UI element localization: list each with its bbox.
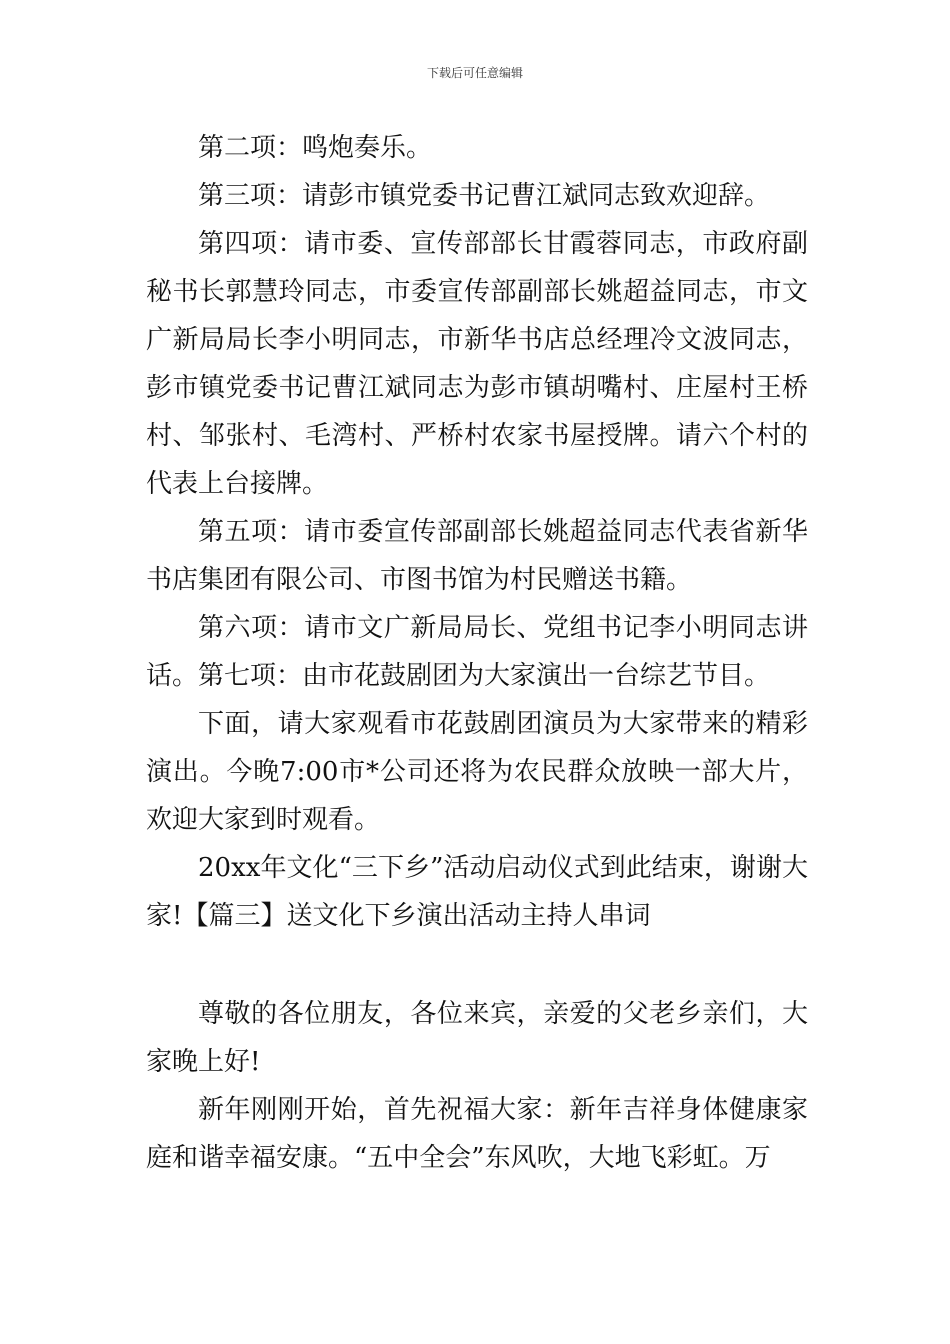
paragraph-item-3: 第三项：请彭市镇党委书记曹江斌同志致欢迎辞。 xyxy=(198,181,771,211)
paragraph-performance-notice: 下面，请大家观看市花鼓剧团演员为大家带来的精彩演出。今晚7:00市*公司还将为农民群众放映一部大片，欢迎大家到时观看。 xyxy=(146,709,808,835)
paragraph-item-4: 第四项：请市委、宣传部部长甘霞蓉同志，市政府副秘书长郭慧玲同志，市委宣传部副部长姚超益同志，市文广新局局长李小明同志，市新华书店总经理冷文波同志，彭市镇党委书记曹江斌同志为彭市镇胡嘴村、庄屋村王桥村、邹张村、毛湾村、严桥村农家书屋授牌。请六个村的代表上台接牌。 xyxy=(146,229,808,499)
section-gap xyxy=(146,940,808,990)
paragraph-item-2: 第二项：鸣炮奏乐。 xyxy=(198,133,433,163)
header-note: 下载后可任意编辑 xyxy=(426,66,523,80)
paragraph-item-6-7: 第六项：请市文广新局局长、党组书记李小明同志讲话。第七项：由市花鼓剧团为大家演出一台综艺节目。 xyxy=(146,613,808,691)
paragraph-closing: 20xx年文化“三下乡”活动启动仪式到此结束，谢谢大家!【篇三】送文化下乡演出活动主持人串词 xyxy=(146,853,808,931)
document-body xyxy=(146,124,808,1182)
paragraph-new-year: 新年刚刚开始，首先祝福大家：新年吉祥身体健康家庭和谐幸福安康。“五中全会”东风吹，大地飞彩虹。万 xyxy=(146,1095,808,1173)
paragraph-item-5: 第五项：请市委宣传部副部长姚超益同志代表省新华书店集团有限公司、市图书馆为村民赠送书籍。 xyxy=(146,517,808,595)
paragraph-greeting: 尊敬的各位朋友，各位来宾，亲爱的父老乡亲们，大家晚上好! xyxy=(146,999,808,1077)
